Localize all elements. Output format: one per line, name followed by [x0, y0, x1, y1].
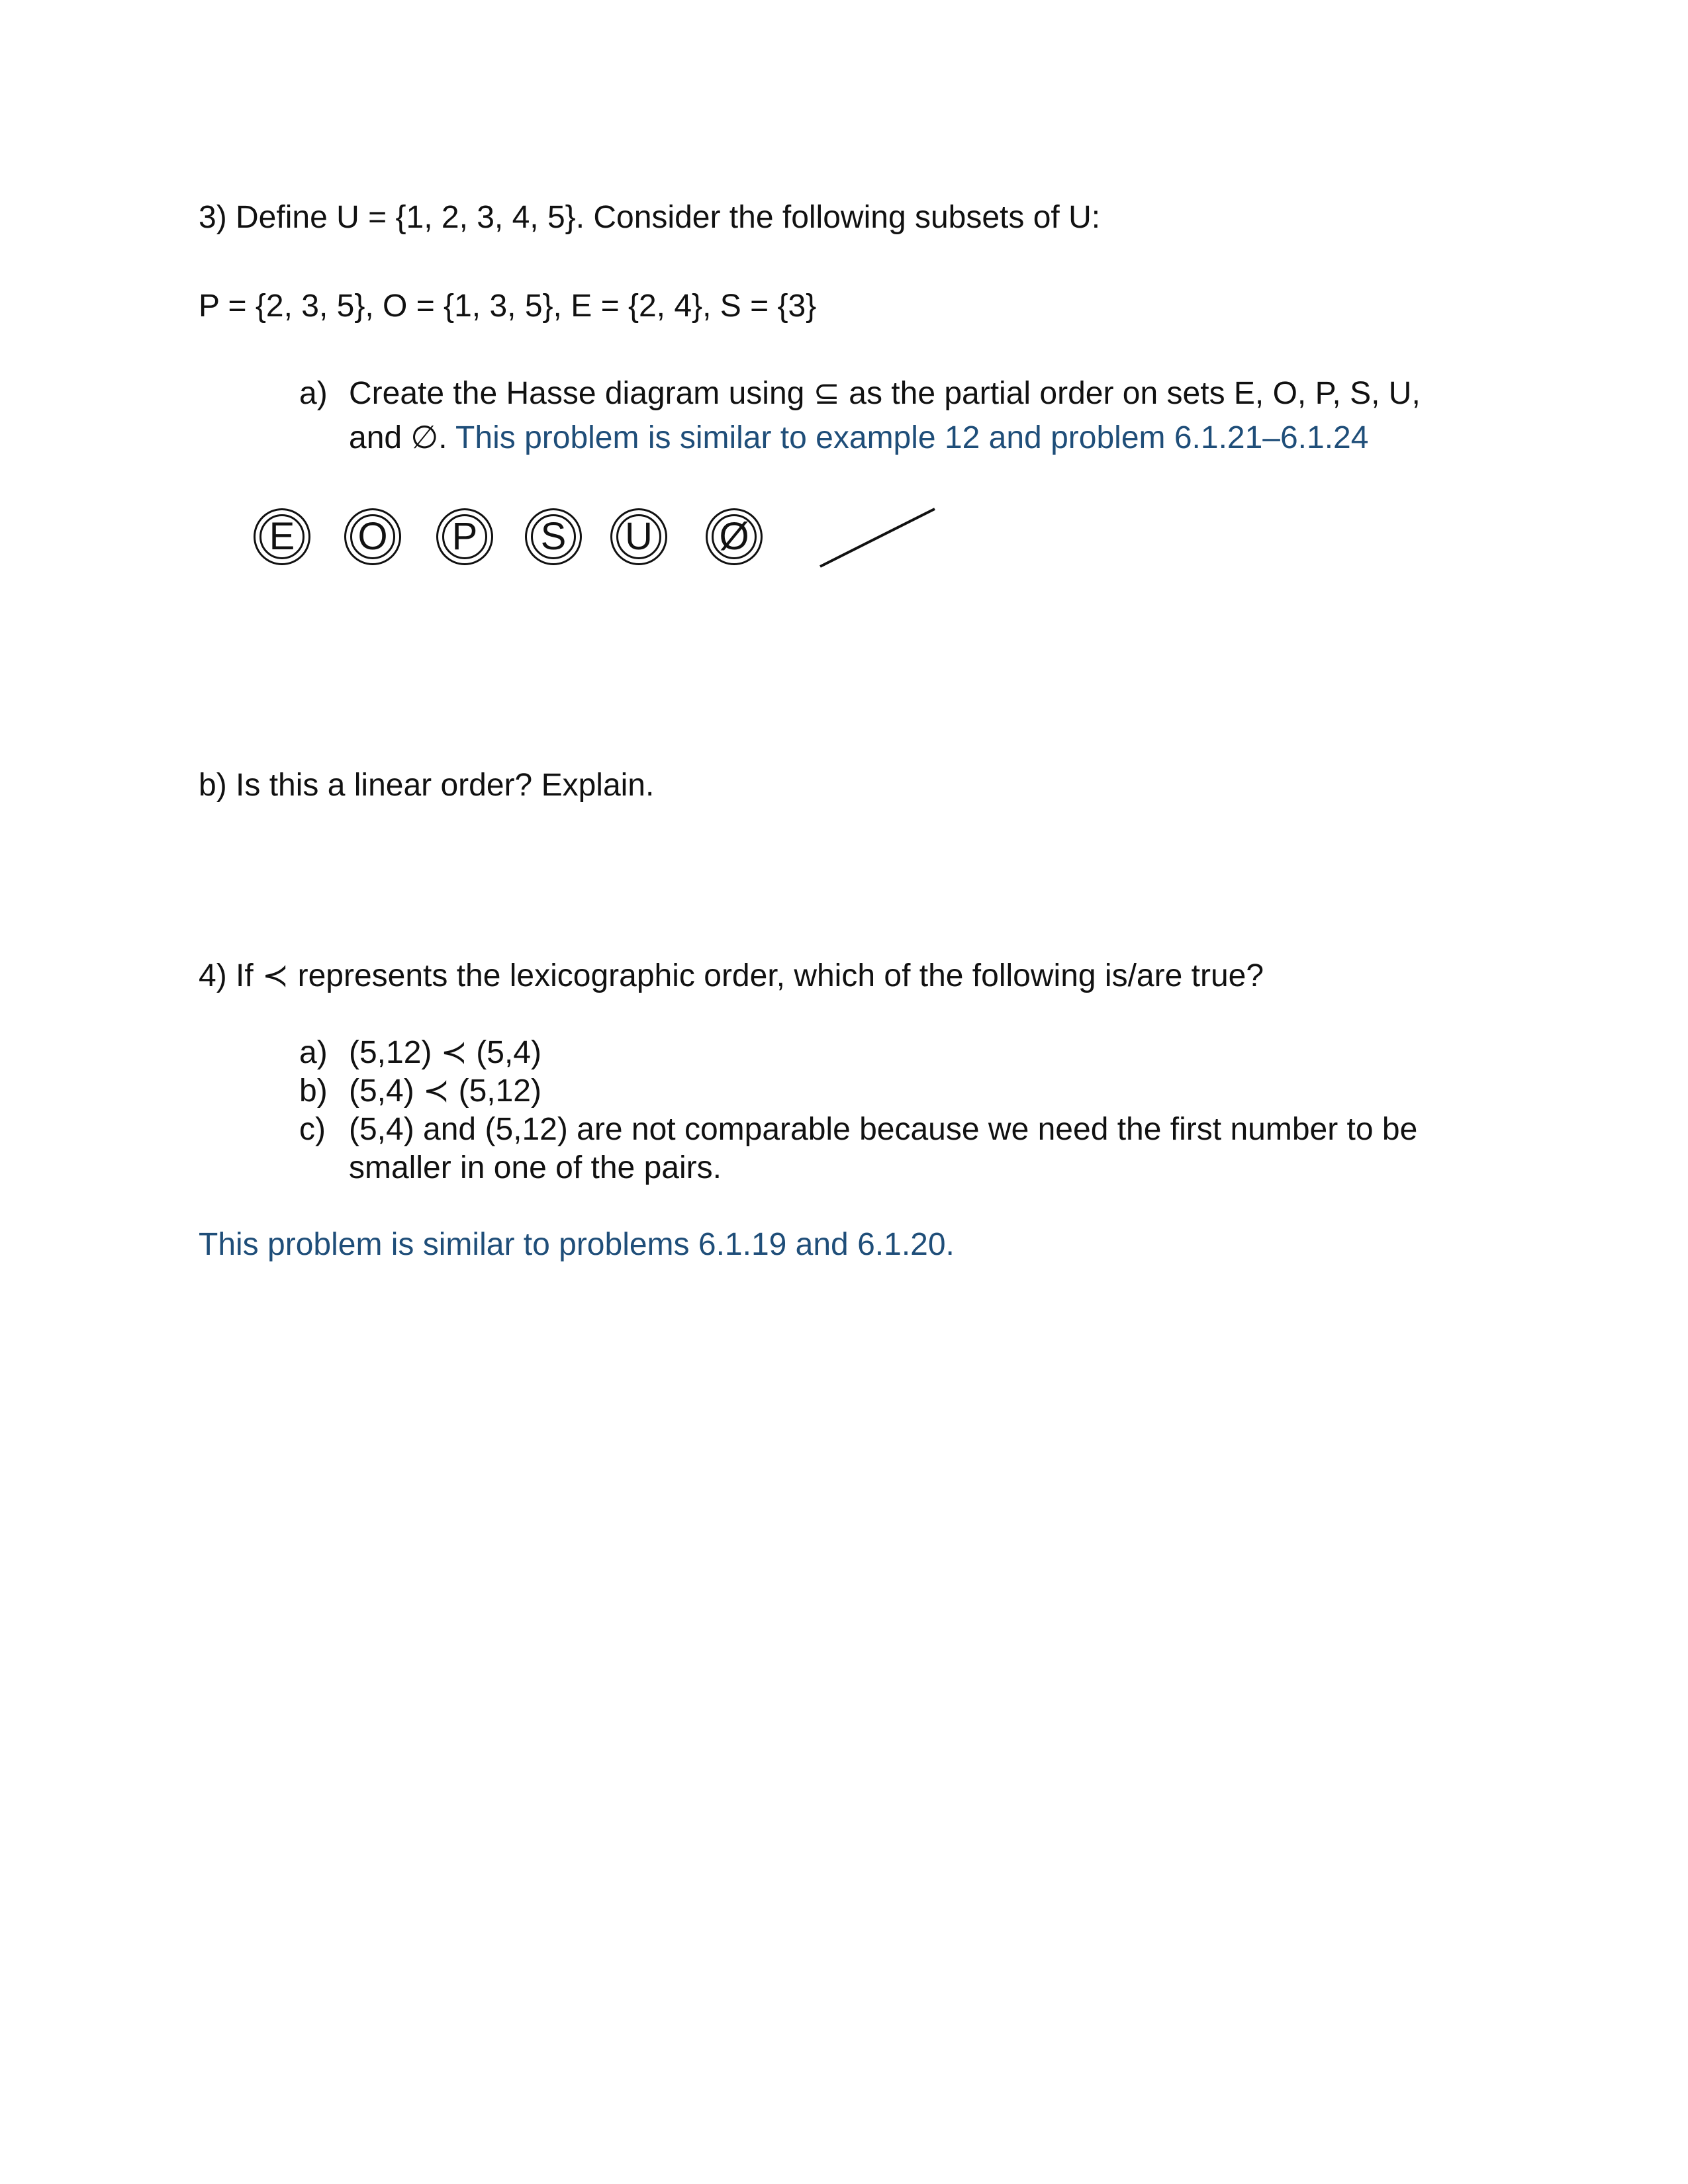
q4-option-b-marker: b)	[299, 1073, 328, 1109]
node-u-label: U	[616, 514, 661, 559]
node-u[interactable]	[610, 508, 667, 565]
q4-option-a-marker: a)	[299, 1035, 328, 1070]
q4-reference-note: This problem is similar to problems 6.1.19 and 6.1.20.	[199, 1227, 955, 1262]
q3-part-a-line1: Create the Hasse diagram using ⊆ as the partial order on sets E, O, P, S, U,	[349, 376, 1421, 411]
edge-segment[interactable]	[814, 503, 947, 576]
node-p[interactable]	[436, 508, 493, 565]
node-s-label: S	[531, 514, 576, 559]
q4-option-b-text: (5,4) ≺ (5,12)	[349, 1073, 541, 1109]
q4-option-c-text: (5,4) and (5,12) are not comparable because we need the first number to be	[349, 1112, 1418, 1147]
q3-part-a-line2	[349, 419, 1368, 457]
node-s[interactable]	[525, 508, 582, 565]
q3-part-b: b) Is this a linear order? Explain.	[199, 768, 655, 803]
node-e-label: E	[259, 514, 305, 559]
q4-option-c-continued: smaller in one of the pairs.	[349, 1150, 722, 1185]
q3-heading: 3) Define U = {1, 2, 3, 4, 5}. Consider the following subsets of U:	[199, 200, 1101, 235]
q4-option-c-marker: c)	[299, 1112, 326, 1147]
edge-line[interactable]	[820, 509, 935, 567]
node-empty-set[interactable]	[706, 508, 763, 565]
q4-option-a-text: (5,12) ≺ (5,4)	[349, 1035, 541, 1070]
q3-part-a-reference: This problem is similar to example 12 and problem 6.1.21–6.1.24	[447, 420, 1369, 455]
q4-heading: 4) If ≺ represents the lexicographic order, which of the following is/are true?	[199, 958, 1264, 993]
node-p-label: P	[442, 514, 487, 559]
q3-part-a-marker: a)	[299, 376, 328, 411]
q3-part-a-line2-text: and ∅.	[349, 420, 447, 455]
node-o[interactable]	[344, 508, 401, 565]
q3-set-definitions: P = {2, 3, 5}, O = {1, 3, 5}, E = {2, 4}, S = {3}	[199, 289, 817, 324]
node-e[interactable]	[254, 508, 310, 565]
node-o-label: O	[350, 514, 395, 559]
node-empty-set-label: Ø	[712, 514, 757, 559]
